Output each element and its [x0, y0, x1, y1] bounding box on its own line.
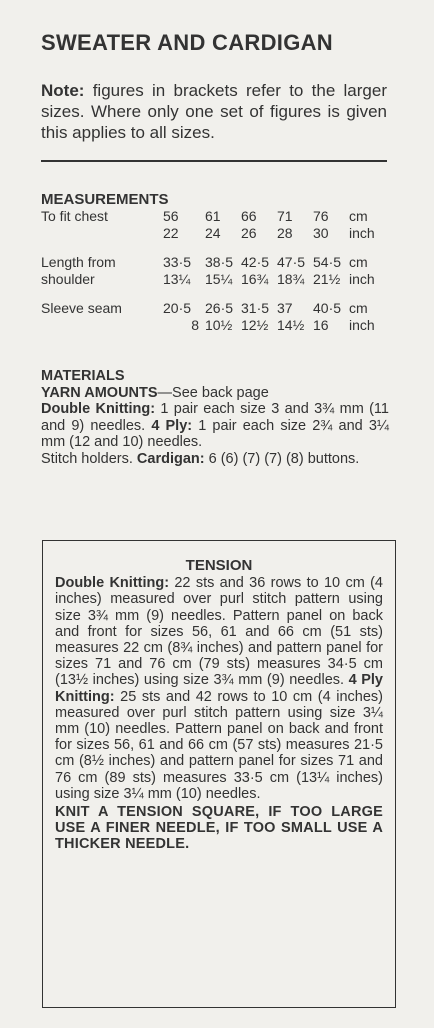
- tension-ply-label: 4 Ply Knitting:: [55, 672, 384, 705]
- row-label: To fit chest: [41, 208, 108, 224]
- yarn-amounts-label: YARN AMOUNTS: [41, 384, 158, 401]
- measurements-table: [41, 208, 385, 334]
- cardigan-text: 6 (6) (7) (7) (8) buttons.: [204, 450, 360, 467]
- cell: 13¼: [163, 271, 191, 287]
- table-row: [41, 254, 385, 271]
- tension-dk-label: Double Knitting:: [55, 575, 170, 592]
- row-label: shoulder: [41, 271, 95, 287]
- measurements-heading: MEASUREMENTS: [41, 191, 169, 208]
- unit-cell: cm: [349, 208, 368, 224]
- cell: 38·5: [205, 254, 234, 270]
- materials-heading: MATERIALS: [41, 368, 125, 384]
- cell: 42·5: [241, 254, 270, 270]
- row-label: Sleeve seam: [41, 300, 122, 316]
- cell: 61: [205, 208, 221, 224]
- cell: 30: [313, 225, 329, 241]
- note-label: Note:: [41, 81, 85, 100]
- dk-label: Double Knitting:: [41, 401, 156, 417]
- cell: 47·5: [277, 254, 306, 270]
- cell: 37: [277, 300, 293, 316]
- cell: 16: [313, 317, 329, 333]
- cell: 66: [241, 208, 257, 224]
- cell: 18¾: [277, 271, 305, 287]
- tension-warning: KNIT A TENSION SQUARE, IF TOO LARGE USE A FINER NEEDLE, IF TOO SMALL USE A THICKER NEEDLE.: [55, 804, 383, 853]
- ply-text: 1 pair each size 2¾ and 3¼ mm (12 and 10) needles.: [41, 417, 390, 450]
- needles-paragraph: [41, 401, 389, 451]
- cell: 10½: [205, 317, 233, 333]
- table-row: [41, 225, 385, 242]
- cell: 54·5: [313, 254, 342, 270]
- table-row: [41, 300, 385, 317]
- page-title: SWEATER AND CARDIGAN: [41, 30, 333, 55]
- section-divider: [41, 160, 387, 162]
- unit-cell: inch: [349, 317, 375, 333]
- tension-heading: TENSION: [185, 557, 253, 574]
- cell: 12½: [241, 317, 269, 333]
- unit-cell: inch: [349, 225, 375, 241]
- holders-text: Stitch holders.: [41, 450, 137, 467]
- ply-label: 4 Ply:: [151, 417, 193, 434]
- cell: 24: [205, 225, 221, 241]
- table-row: [41, 208, 385, 225]
- cell: 71: [277, 208, 293, 224]
- cell: 20·5: [163, 300, 192, 316]
- tension-dk-text: 22 sts and 36 rows to 10 cm (4 inches) measured over purl stitch pattern using size 3¾ mm (9) needles. Pattern panel on back and front for sizes 56, 61 and 66 cm (51 sts) measures 22 cm (8¾ inches) and pattern panel for sizes 71 and 76 cm (79 sts) measures 34·5 cm (13½ inches) using size 3¾ mm (9) needles.: [55, 575, 383, 689]
- unit-cell: cm: [349, 300, 368, 316]
- note-paragraph: [41, 80, 387, 143]
- tension-box: [42, 540, 396, 1008]
- cell: 56: [163, 208, 179, 224]
- cell: 26·5: [205, 300, 234, 316]
- cell: 26: [241, 225, 257, 241]
- cell: 21½: [313, 271, 341, 287]
- cell: 76: [313, 208, 329, 224]
- holders-paragraph: [41, 451, 389, 468]
- dk-text: 1 pair each size 3 and 3¾ mm (11 and 9) needles.: [41, 401, 389, 434]
- cell: 14½: [277, 317, 305, 333]
- cell: 15¼: [205, 271, 233, 287]
- table-row: [41, 271, 385, 288]
- row-label: Length from: [41, 254, 116, 270]
- materials-section: [41, 368, 389, 467]
- cell: 22: [163, 225, 179, 241]
- unit-cell: inch: [349, 271, 375, 287]
- note-text: figures in brackets refer to the larger sizes. Where only one set of figures is given this applies to all sizes.: [41, 81, 387, 142]
- cell: 16¾: [241, 271, 269, 287]
- table-row: [41, 317, 385, 334]
- unit-cell: cm: [349, 254, 368, 270]
- cell: 31·5: [241, 300, 270, 316]
- cell: 33·5: [163, 254, 192, 270]
- tension-ply-text: 25 sts and 42 rows to 10 cm (4 inches) measured over purl stitch pattern using size 3¼ mm (10) needles. Pattern panel on back and front for sizes 56, 61 and 66 cm (57 sts) measures 21·5 cm (8½ inches) and pattern panel for sizes 71 and 76 cm (89 sts) measures 33·5 cm (13¼ inches) using size 3¼ mm (10) needles.: [55, 688, 383, 802]
- tension-paragraph: [55, 575, 383, 802]
- yarn-amounts-text: —See back page: [157, 384, 269, 401]
- cell: 8: [191, 317, 199, 333]
- cardigan-label: Cardigan:: [136, 450, 205, 467]
- cell: 40·5: [313, 300, 342, 316]
- yarn-amounts-line: [41, 385, 389, 402]
- cell: 28: [277, 225, 293, 241]
